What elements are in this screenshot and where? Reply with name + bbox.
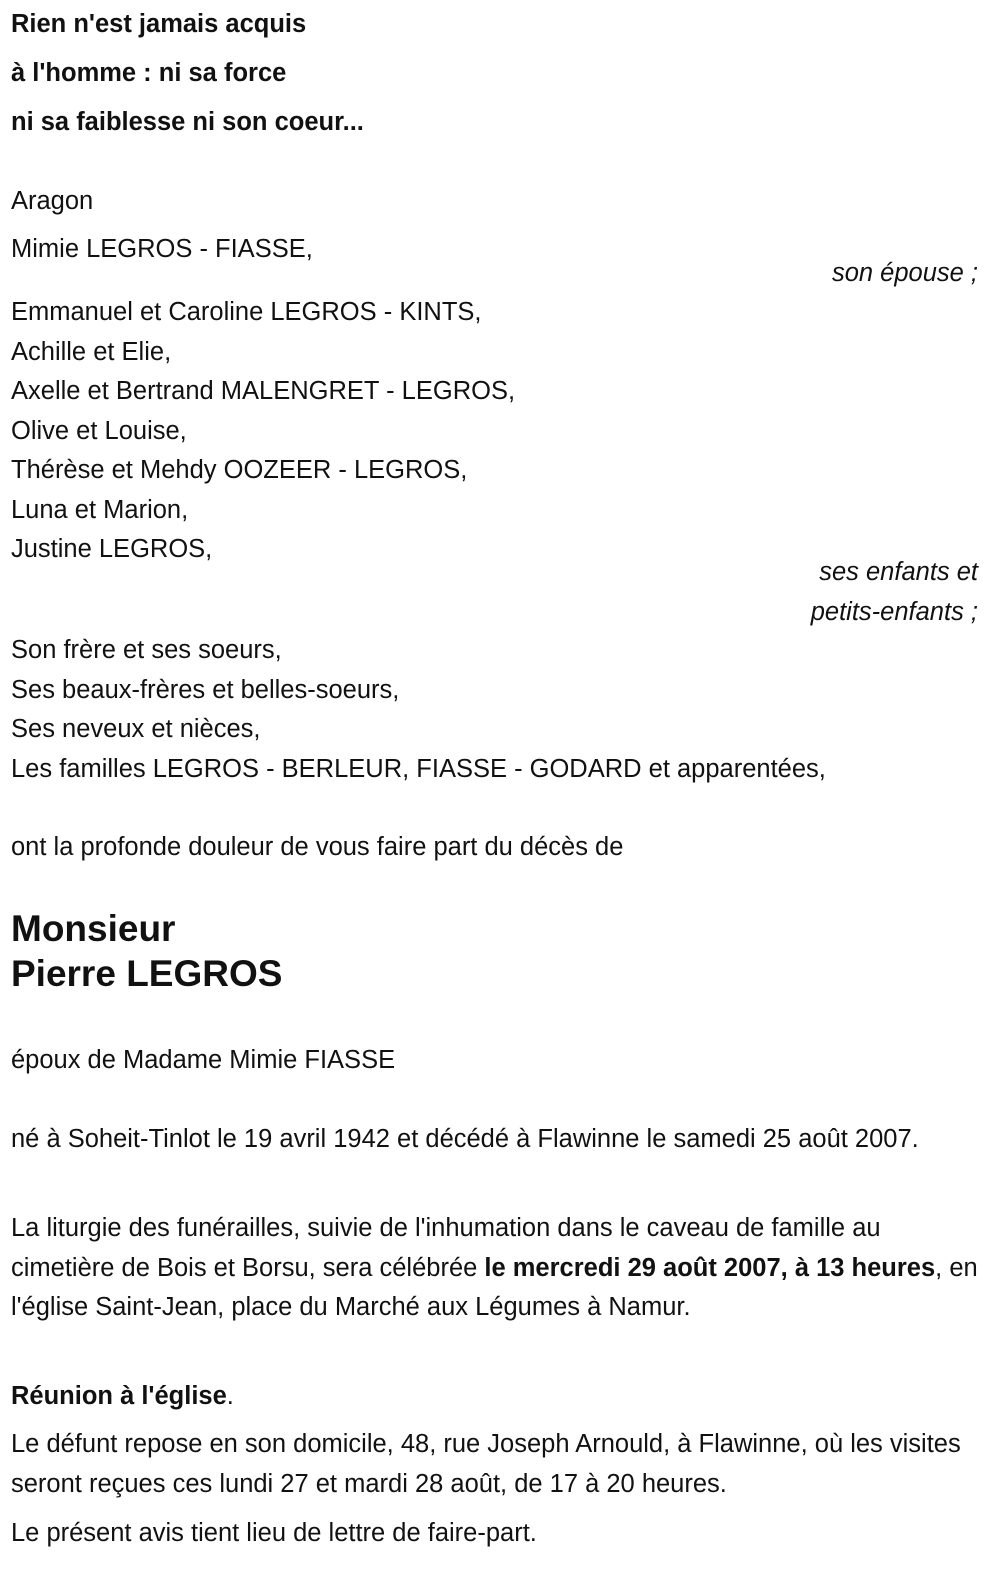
child-entry: Emmanuel et Caroline LEGROS - KINTS, [11,298,482,326]
poem-author: Aragon [11,187,94,215]
relative-entry: Ses neveux et nièces, [11,715,261,743]
deceased-title: Monsieur [11,908,176,949]
children-list [11,293,981,570]
deceased-name [11,906,981,996]
children-role [811,553,978,632]
child-entry: Achille et Elie, [11,337,172,366]
liturgy-text: La liturgie des funérailles, suivie de l'inhumation dans le caveau de famille au cimetière de Bois et Borsu, sera célébrée [11,1214,881,1282]
child-entry: Luna et Marion, [11,495,189,524]
birth-death: né à Soheit-Tinlot le 19 avril 1942 et décédé à Flawinne le samedi 25 août 2007. [11,1125,919,1153]
liturgy-place: , en l'église Saint-Jean, place du Marché aux Légumes à Namur. [11,1253,978,1321]
spouse-name: Mimie LEGROS - FIASSE, [11,235,313,263]
meeting-punct: . [226,1382,234,1410]
poem-line: à l'homme : ni sa force [11,59,287,87]
liturgy-date: le mercredi 29 août 2007, à 13 heures [484,1253,936,1282]
children-role-line: ses enfants et [819,558,978,586]
relative-entry: Ses beaux-frères et belles-soeurs, [11,675,400,704]
relative-entry: Son frère et ses soeurs, [11,636,282,664]
child-entry: Thérèse et Mehdy OOZEER - LEGROS, [11,456,468,484]
child-entry: Axelle et Bertrand MALENGRET - LEGROS, [11,377,516,405]
liturgy-info [11,1209,981,1328]
announcement: ont la profonde douleur de vous faire part du décès de [11,833,624,861]
spouse-of: époux de Madame Mimie FIASSE [11,1046,396,1074]
poem-line: Rien n'est jamais acquis [11,10,307,38]
poem-line: ni sa faiblesse ni son coeur... [11,108,364,136]
meeting-bold: Réunion à l'église [11,1382,227,1410]
relatives-list [11,631,981,789]
spouse-role: son épouse ; [831,259,978,287]
closing-note: Le présent avis tient lieu de lettre de faire-part. [11,1519,537,1547]
meeting-info [11,1377,981,1417]
child-entry: Justine LEGROS, [11,535,213,563]
child-entry: Olive et Louise, [11,416,187,445]
relative-entry: Les familles LEGROS - BERLEUR, FIASSE - GODARD et apparentées, [11,754,826,783]
poem-quote [11,0,981,147]
children-role-line: petits-enfants ; [810,597,978,626]
visits-info: Le défunt repose en son domicile, 48, rue Joseph Arnould, à Flawinne, où les visites seront reçues ces lundi 27 et mardi 28 août, de 17 à 20 heures. [11,1430,961,1498]
deceased-fullname: Pierre LEGROS [11,953,283,994]
